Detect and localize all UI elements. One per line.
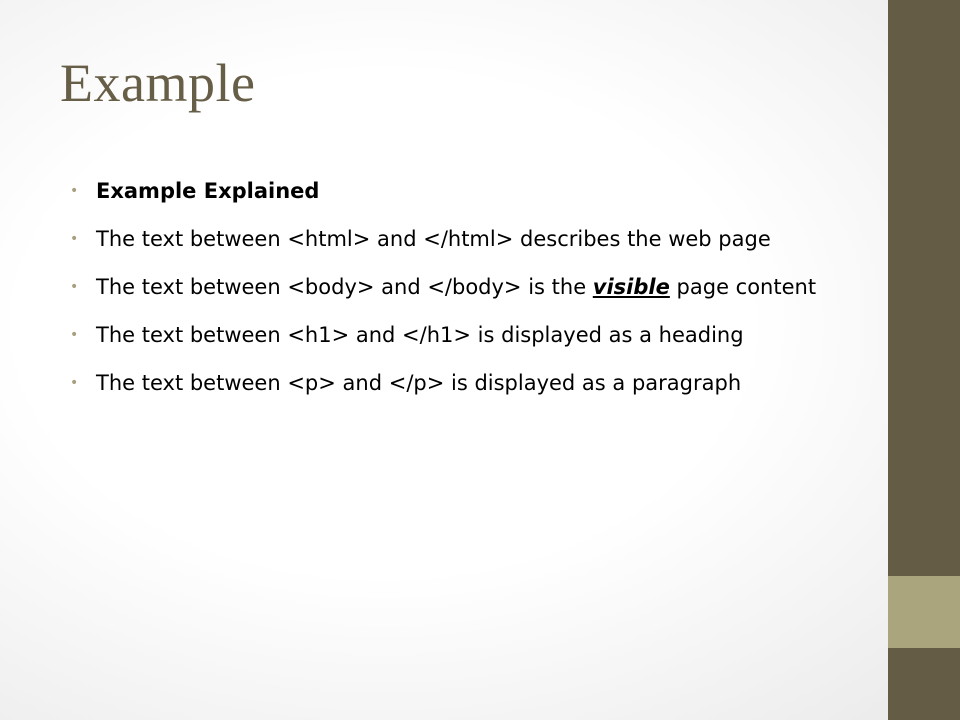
bullet-marker-icon: • bbox=[70, 327, 79, 343]
bullet-marker-icon: • bbox=[70, 183, 79, 199]
emphasis-word: visible bbox=[592, 275, 670, 299]
bullet-text: The text between <p> and </p> is displayed as a paragraph bbox=[96, 371, 742, 395]
bullet-item-2 bbox=[70, 222, 840, 256]
slide-title: Example bbox=[60, 53, 256, 113]
bullet-item-5 bbox=[70, 366, 840, 400]
bullet-text: The text between <h1> and </h1> is displayed as a heading bbox=[96, 323, 744, 347]
bullet-text: The text between <html> and </html> describes the web page bbox=[96, 227, 771, 251]
sidebar-band-top bbox=[888, 0, 960, 576]
bullet-text-start: The text between <body> and </body> is the bbox=[96, 275, 593, 299]
bullet-text-end: page content bbox=[669, 275, 817, 299]
bullet-item-3 bbox=[70, 270, 840, 304]
bullet-marker-icon: • bbox=[70, 375, 79, 391]
decorative-sidebar bbox=[888, 0, 960, 720]
sidebar-band-bottom bbox=[888, 648, 960, 720]
bullet-text: Example Explained bbox=[96, 179, 320, 203]
bullet-item-1 bbox=[70, 174, 840, 208]
bullet-item-4 bbox=[70, 318, 840, 352]
bullet-marker-icon: • bbox=[70, 279, 79, 295]
bullet-marker-icon: • bbox=[70, 231, 79, 247]
bullet-list bbox=[70, 174, 840, 414]
sidebar-band-middle bbox=[888, 576, 960, 648]
